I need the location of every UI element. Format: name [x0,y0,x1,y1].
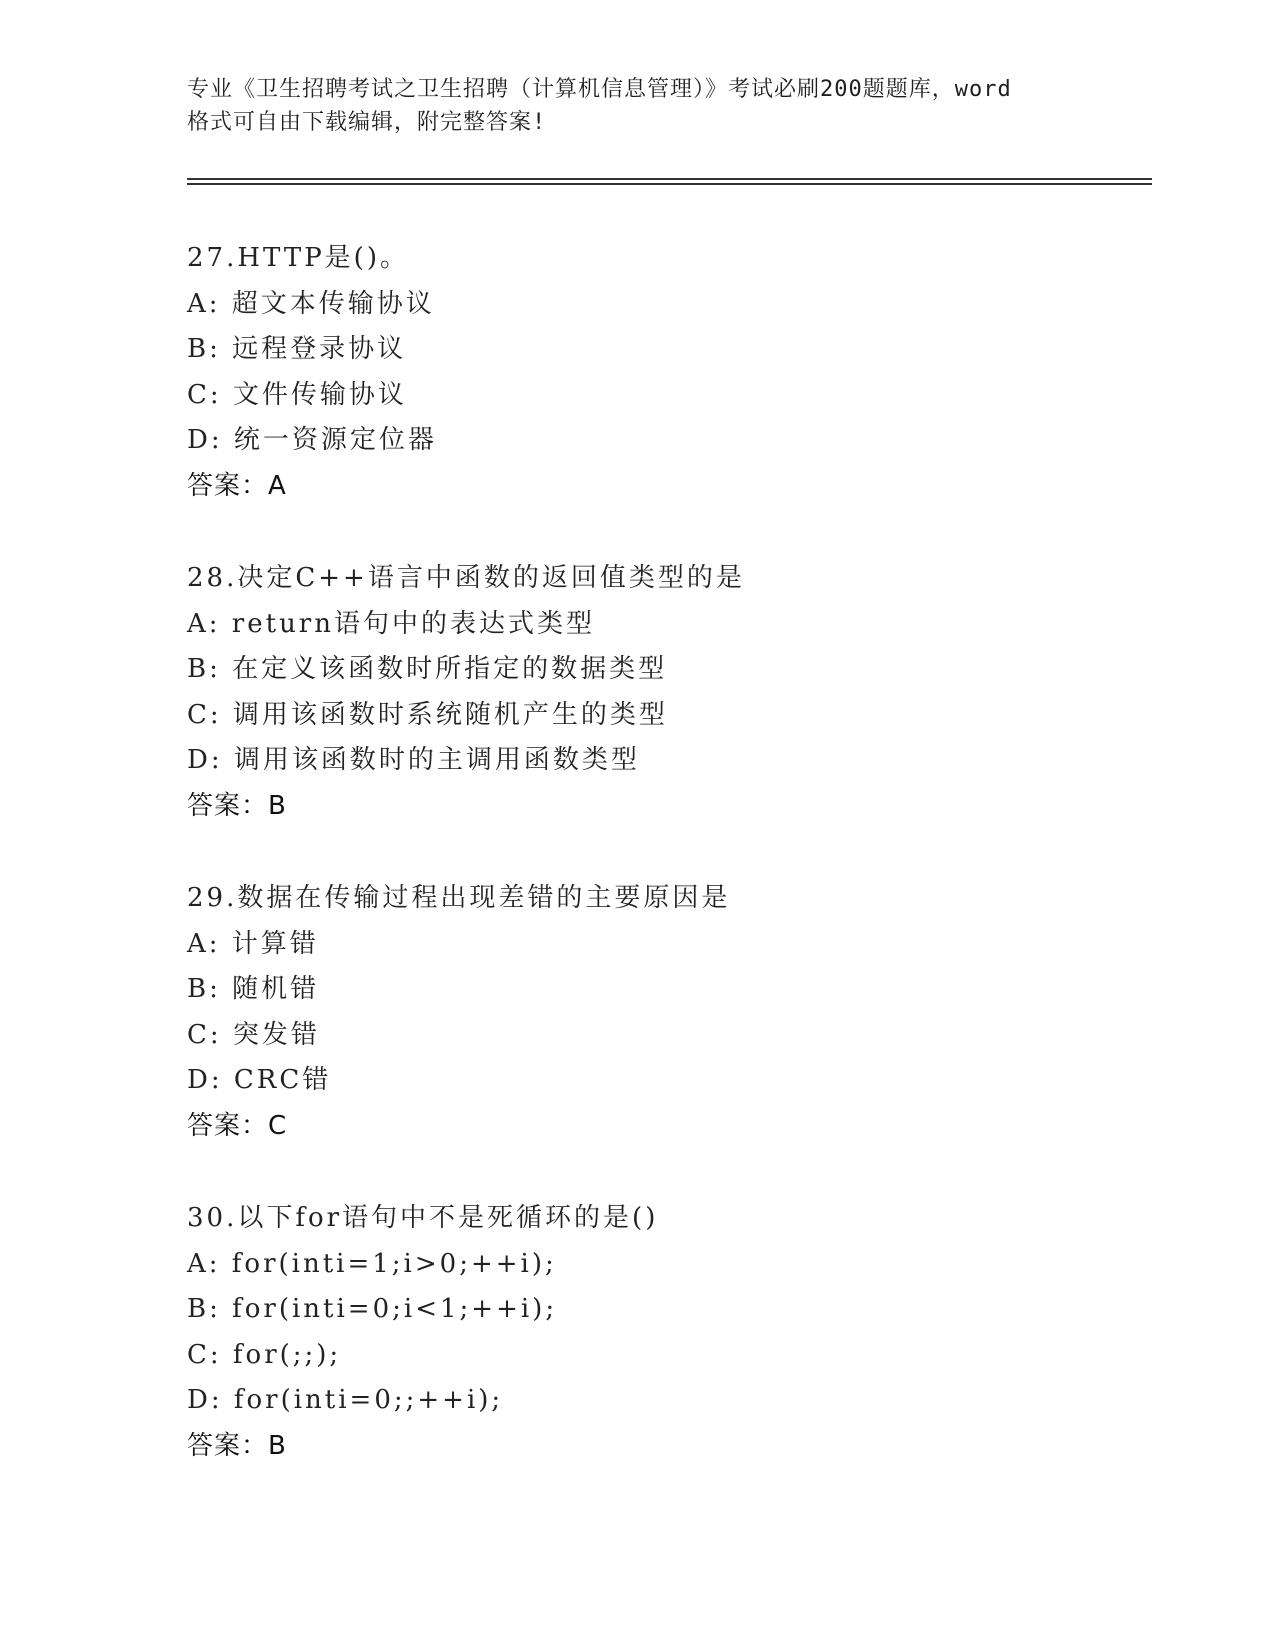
header-divider-bottom [187,183,1152,185]
question-stem: 30.以下for语句中不是死循环的是() [187,1203,659,1233]
question-stem: 27.HTTP是()。 [187,243,409,273]
answer-line: 答案：A [187,470,287,501]
option-c: C: 调用该函数时系统随机产生的类型 [187,699,668,730]
option-c: C: 文件传输协议 [187,379,407,410]
option-c: C: 突发错 [187,1019,320,1050]
document-header [187,73,1087,139]
answer-line: 答案：B [187,790,287,821]
question-stem: 29.数据在传输过程出现差错的主要原因是 [187,883,731,913]
option-d: D: 调用该函数时的主调用函数类型 [187,745,640,775]
answer-line: 答案：C [187,1110,288,1141]
header-line-1: 专业《卫生招聘考试之卫生招聘（计算机信息管理）》考试必刷200题题库，word [187,77,1012,102]
answer-line: 答案：B [187,1430,287,1461]
option-b: B: 远程登录协议 [187,334,407,364]
option-b: B: 在定义该函数时所指定的数据类型 [187,654,668,684]
question-29 [187,876,1147,1149]
option-b: B: 随机错 [187,974,320,1004]
option-a: A: return语句中的表达式类型 [187,608,595,639]
option-c: C: for(;;); [187,1339,342,1370]
question-30 [187,1196,1147,1469]
option-b: B: for(inti=0;i<1;++i); [187,1294,558,1324]
option-d: D: 统一资源定位器 [187,425,437,455]
option-d: D: CRC错 [187,1065,332,1095]
option-a: A: 计算错 [187,928,319,959]
question-28 [187,556,1147,829]
option-a: A: 超文本传输协议 [187,288,435,319]
header-divider-top [187,178,1152,180]
question-stem: 28.决定C++语言中函数的返回值类型的是 [187,563,745,593]
question-27 [187,236,1147,509]
option-d: D: for(inti=0;;++i); [187,1385,504,1415]
option-a: A: for(inti=1;i>0;++i); [187,1248,557,1279]
header-line-2: 格式可自由下载编辑，附完整答案! [187,110,547,135]
